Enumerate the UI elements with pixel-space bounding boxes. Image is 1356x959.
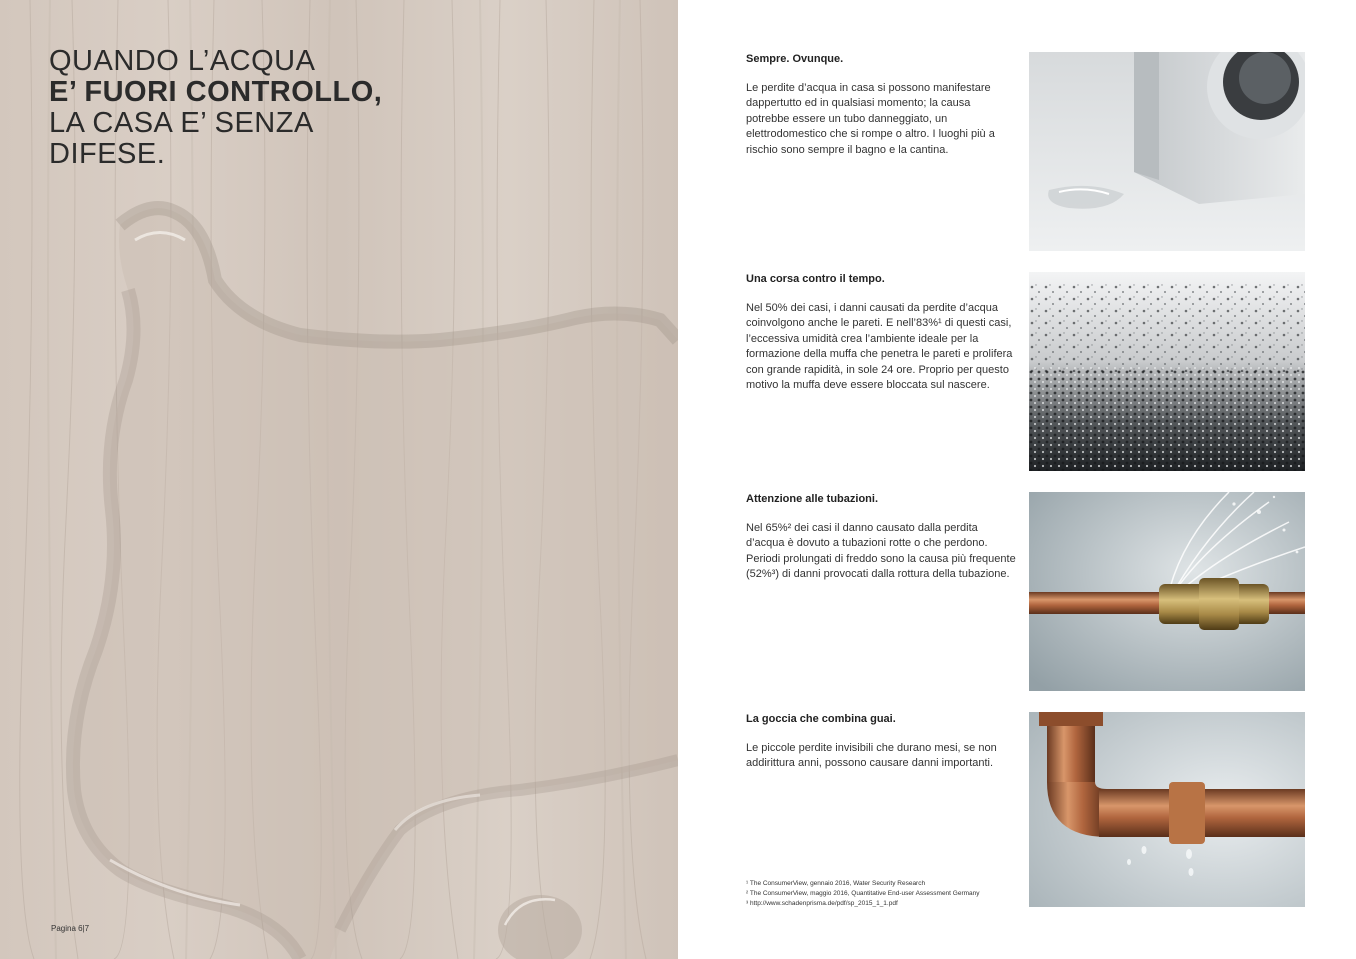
footnotes bbox=[746, 879, 1016, 909]
section-title: Attenzione alle tubazioni. bbox=[746, 493, 879, 505]
headline-line-4: DIFESE. bbox=[49, 138, 166, 170]
section-title: Sempre. Ovunque. bbox=[746, 53, 844, 65]
section-sempre-ovunque bbox=[746, 52, 1016, 158]
section-goccia-guai bbox=[746, 712, 1016, 772]
section-title: La goccia che combina guai. bbox=[746, 713, 896, 725]
section-title: Una corsa contro il tempo. bbox=[746, 273, 885, 285]
section-body: Le perdite d’acqua in casa si possono manifestare dappertutto ed in qualsiasi momento; la causa potrebbe essere un tubo danneggiato, un elettrodomestico che si rompe o altro. I luoghi più a rischio sono sempre il bagno e la cantina. bbox=[746, 82, 995, 156]
section-body: Nel 50% dei casi, i danni causati da perdite d’acqua coinvolgono anche le pareti. E nell’83%¹ di questi casi, l’eccessiva umidità crea l’ambiente ideale per la formazione della muffa che penetra le pareti e prolifera con grande rapidità, in sole 24 ore. Proprio per questo motivo la muffa deve essere bloccata sul nascere. bbox=[746, 302, 1013, 392]
section-body: Nel 65%² dei casi il danno causato dalla perdita d’acqua è dovuto a tubazioni rotte o che perdono. Periodi prolungati di freddo sono la causa più frequente (52%³) di danni provocati dalla rottura della tubazione. bbox=[746, 522, 1016, 581]
section-corsa-contro-tempo bbox=[746, 272, 1016, 393]
footnote-3: ³ http://www.schadenprisma.de/pdf/sp_2015_1_1.pdf bbox=[746, 900, 898, 907]
page-number: Pagina 6|7 bbox=[51, 924, 90, 933]
footnote-2: ² The ConsumerView, maggio 2016, Quantitative End-user Assessment Germany bbox=[746, 890, 980, 897]
footnote-1: ¹ The ConsumerView, gennaio 2016, Water Security Research bbox=[746, 880, 926, 887]
headline-line-2: E’ FUORI CONTROLLO, bbox=[49, 76, 383, 108]
dripping-pipe-photo bbox=[1029, 712, 1305, 907]
mold-on-wall-photo bbox=[1029, 272, 1305, 471]
washing-machine-leak-photo bbox=[1029, 52, 1305, 251]
headline-line-3: LA CASA E’ SENZA bbox=[49, 107, 314, 139]
section-attenzione-tubazioni bbox=[746, 492, 1016, 583]
burst-pipe-photo bbox=[1029, 492, 1305, 691]
headline-line-1: QUANDO L’ACQUA bbox=[49, 45, 316, 77]
headline bbox=[49, 46, 382, 170]
section-body: Le piccole perdite invisibili che durano mesi, se non addirittura anni, possono causare danni importanti. bbox=[746, 742, 997, 770]
